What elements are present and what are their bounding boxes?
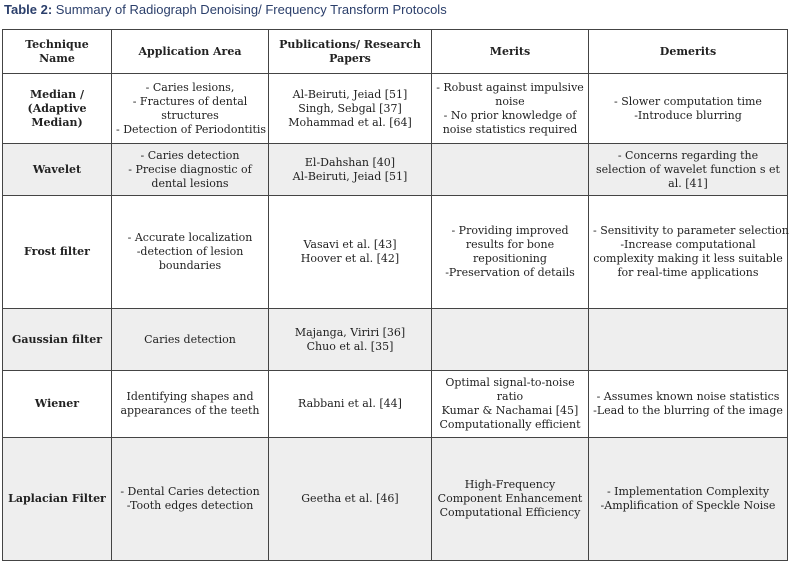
demerit-line: - Sensitivity to parameter selection xyxy=(593,224,789,237)
cell-demerits xyxy=(589,196,788,309)
cell-publications xyxy=(269,196,432,309)
cell-technique-name xyxy=(3,196,112,309)
demerit-line: - Implementation Complexity xyxy=(606,485,770,498)
cell-merits xyxy=(432,196,589,309)
publication-line: Rabbani et al. [44] xyxy=(298,397,402,410)
publication-line: Majanga, Viriri [36] xyxy=(294,325,406,339)
table-row xyxy=(3,144,788,196)
cell-merits xyxy=(432,438,589,561)
cell-publications xyxy=(269,74,432,144)
publication-line: Singh, Sebgal [37] xyxy=(298,101,402,115)
cell-application-area xyxy=(112,196,269,309)
application-line: -detection of lesion boundaries xyxy=(136,245,244,272)
table-row xyxy=(3,74,788,144)
cell-technique-name xyxy=(3,144,112,196)
cell-demerits xyxy=(589,74,788,144)
header-technique-name: Technique Name xyxy=(3,30,112,74)
publication-line: Hoover et al. [42] xyxy=(300,252,400,265)
cell-demerits xyxy=(589,371,788,438)
table-header-row xyxy=(3,30,788,74)
table-row xyxy=(3,309,788,371)
publication-line: Chuo et al. [35] xyxy=(306,339,394,353)
cell-technique-name xyxy=(3,438,112,561)
technique-name: Frost filter xyxy=(24,245,90,258)
application-line: - Caries lesions, xyxy=(145,80,235,94)
cell-publications xyxy=(269,371,432,438)
header-merits: Merits xyxy=(432,30,589,74)
technique-name: Laplacian Filter xyxy=(8,492,106,505)
cell-technique-name xyxy=(3,371,112,438)
cell-merits xyxy=(432,74,589,144)
publication-line: Geetha et al. [46] xyxy=(301,492,399,505)
merit-line: High-Frequency Component Enhancement xyxy=(437,478,583,505)
cell-merits xyxy=(432,144,589,196)
table-caption-label: Table 2: xyxy=(4,2,53,17)
merit-line: - Providing improved results for bone repositioning xyxy=(451,224,569,265)
publication-line: El-Dahshan [40] xyxy=(304,155,396,169)
merit-line: Optimal signal-to-noise ratio xyxy=(445,376,575,403)
application-line: - Accurate localization xyxy=(127,231,253,244)
cell-application-area xyxy=(112,438,269,561)
application-line: - Dental Caries detection xyxy=(120,485,260,498)
technique-name: Wavelet xyxy=(32,162,82,176)
table-row xyxy=(3,438,788,561)
merit-line: Kumar & Nachamai [45] xyxy=(441,404,579,417)
summary-table xyxy=(2,29,788,561)
cell-demerits xyxy=(589,144,788,196)
publication-line: Mohammad et al. [64] xyxy=(288,115,412,129)
table-row xyxy=(3,196,788,309)
cell-technique-name xyxy=(3,309,112,371)
merit-line: Computational Efficiency xyxy=(439,506,581,519)
application-line: Identifying shapes and appearances of the teeth xyxy=(120,390,260,417)
merit-line: - Robust against impulsive noise xyxy=(436,80,584,108)
technique-name: Gaussian filter xyxy=(11,332,103,346)
table-caption xyxy=(4,2,447,17)
technique-name: Wiener xyxy=(34,397,80,410)
publication-line: Vasavi et al. [43] xyxy=(303,238,397,251)
header-application-area: Application Area xyxy=(112,30,269,74)
merit-line: -Preservation of details xyxy=(445,266,575,279)
cell-merits xyxy=(432,309,589,371)
application-line: - Detection of Periodontitis xyxy=(116,122,267,136)
header-demerits: Demerits xyxy=(589,30,788,74)
demerit-line: -Amplification of Speckle Noise xyxy=(600,499,776,512)
header-publications: Publications/ Research Papers xyxy=(269,30,432,74)
application-line: - Caries detection xyxy=(140,148,240,162)
demerit-line: -Lead to the blurring of the image xyxy=(593,404,783,417)
merit-line: Computationally efficient xyxy=(439,418,581,431)
demerit-line: - Concerns regarding the selection of wavelet function s et al. [41] xyxy=(596,148,780,190)
cell-merits xyxy=(432,371,589,438)
cell-application-area xyxy=(112,74,269,144)
publication-line: Al-Beiruti, Jeiad [51] xyxy=(292,87,408,101)
cell-technique-name xyxy=(3,74,112,144)
demerit-line: - Slower computation time xyxy=(614,94,762,108)
publication-line: Al-Beiruti, Jeiad [51] xyxy=(292,169,408,183)
application-line: - Precise diagnostic of dental lesions xyxy=(128,162,252,190)
cell-application-area xyxy=(112,144,269,196)
cell-application-area xyxy=(112,371,269,438)
cell-publications xyxy=(269,144,432,196)
cell-publications xyxy=(269,438,432,561)
demerit-line: -Introduce blurring xyxy=(634,108,742,122)
application-line: Caries detection xyxy=(144,332,236,346)
cell-application-area xyxy=(112,309,269,371)
application-line: - Fractures of dental structures xyxy=(132,94,248,122)
demerit-line: - Assumes known noise statistics xyxy=(596,390,780,403)
demerit-line: -Increase computational complexity making it less suitable for real-time applications xyxy=(593,238,783,279)
table-row xyxy=(3,371,788,438)
table-caption-text: Summary of Radiograph Denoising/ Frequency Transform Protocols xyxy=(55,2,447,17)
cell-demerits xyxy=(589,438,788,561)
application-line: -Tooth edges detection xyxy=(126,499,254,512)
technique-name: Median / (Adaptive Median) xyxy=(27,87,87,129)
cell-publications xyxy=(269,309,432,371)
cell-demerits xyxy=(589,309,788,371)
merit-line: - No prior knowledge of noise statistics required xyxy=(442,108,578,136)
